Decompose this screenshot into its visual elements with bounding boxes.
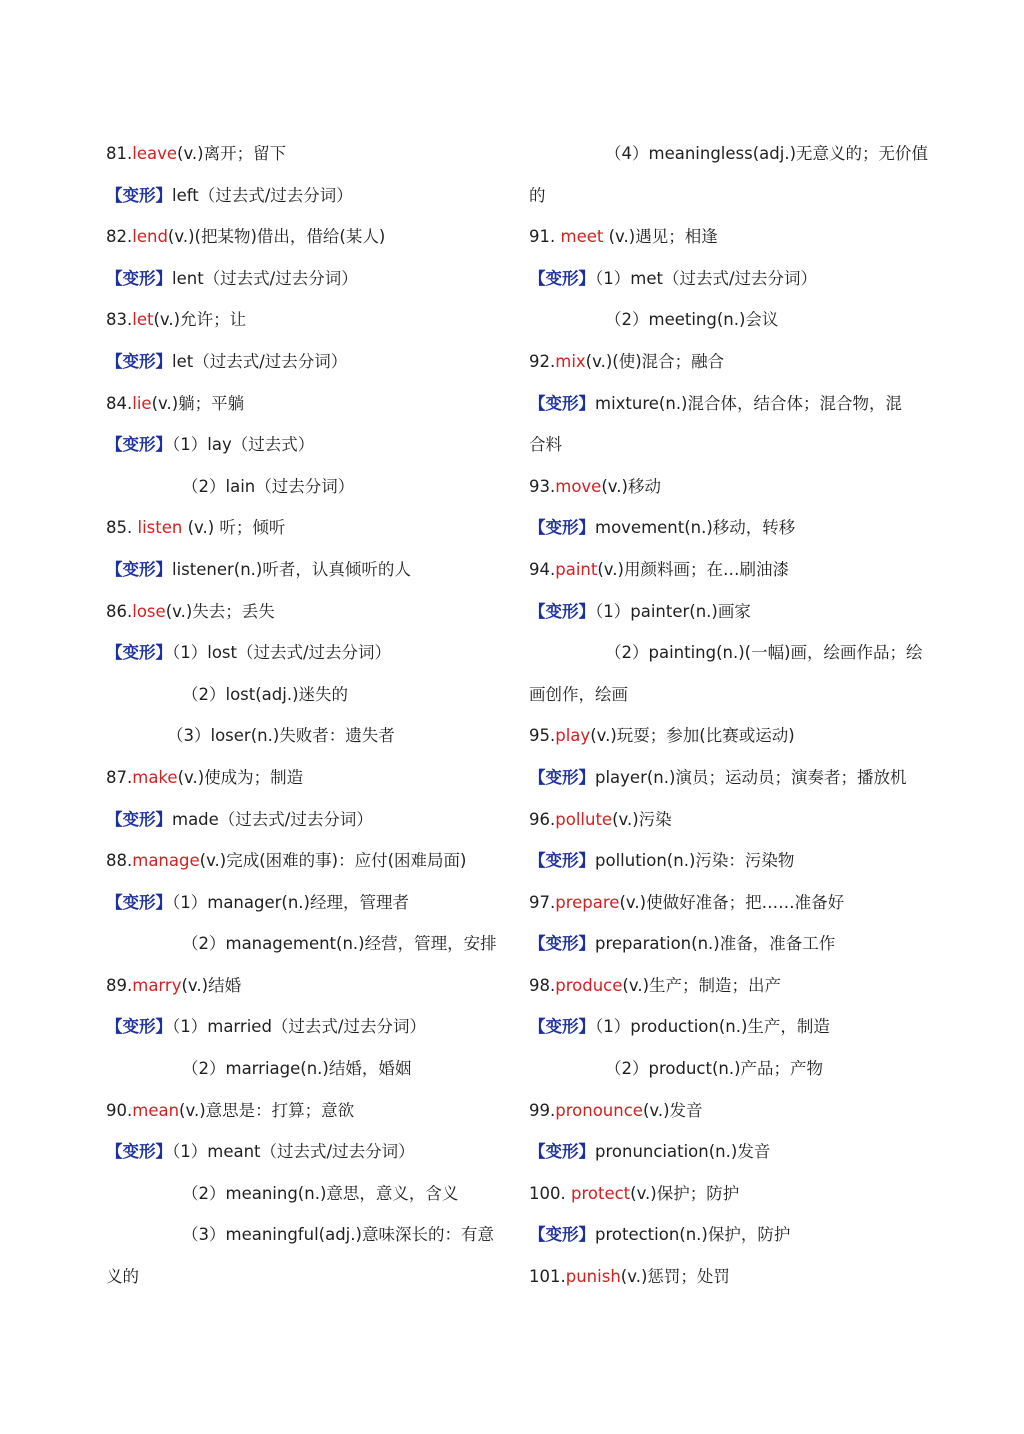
text-line [106,715,506,757]
definition-text: （2）meeting(n.)会议 [605,310,779,330]
definition-text: lent（过去式/过去分词） [172,268,358,288]
definition-text: (v.)移动 [601,476,661,496]
variant-tag: 【变形】 [106,351,172,371]
variant-line [106,424,506,466]
variant-line [106,882,506,924]
headword: lie [132,393,152,413]
text-line [106,1256,506,1298]
definition-text: （2）lost(adj.)迷失的 [182,684,349,704]
variant-line [529,1214,929,1256]
headword: mix [555,351,586,371]
variant-tag: 【变形】 [106,185,172,205]
vocab-entry [106,591,506,633]
variant-tag: 【变形】 [106,1142,172,1162]
headword: prepare [555,892,620,912]
vocab-entry [106,507,506,549]
text-line [106,923,506,965]
entry-number: 93. [529,476,556,496]
definition-text: （2）management(n.)经营，管理，安排 [182,934,497,954]
headword: play [555,726,591,746]
definition-text: （2）product(n.)产品；产物 [605,1059,824,1079]
vocab-entry [529,1173,929,1215]
entry-number: 86. [106,601,133,621]
variant-tag: 【变形】 [529,601,595,621]
entry-number: 97. [529,892,556,912]
definition-text: (v.)生产；制造；出产 [622,975,782,995]
variant-tag: 【变形】 [529,934,595,954]
definition-text: (v.)完成(困难的事)：应付(困难局面) [199,851,467,871]
definition-text: 画创作，绘画 [529,684,628,704]
definition-text: (v.)遇见；相逢 [603,227,718,247]
definition-text: （1）married（过去式/过去分词） [172,1017,426,1037]
variant-line [529,1006,929,1048]
vocab-entry [106,133,506,175]
entry-number: 94. [529,559,556,579]
definition-text: （2）meaning(n.)意思，意义，含义 [182,1183,459,1203]
variant-line [529,923,929,965]
headword: marry [132,975,182,995]
definition-text: pollution(n.)污染：污染物 [595,851,795,871]
variant-line [529,383,929,425]
variant-tag: 【变形】 [529,1017,595,1037]
vocab-entry [529,1090,929,1132]
definition-text: （2）lain（过去分词） [182,476,355,496]
definition-text: listener(n.)听者，认真倾听的人 [172,559,411,579]
definition-text: (v.)失去；丢失 [165,601,275,621]
entry-number: 81. [106,144,133,163]
definition-text: (v.)结婚 [181,975,242,995]
definition-text: (v.)污染 [612,809,672,829]
variant-line [106,1006,506,1048]
vocab-entry [106,1090,506,1132]
variant-tag: 【变形】 [529,1225,595,1245]
text-line [529,175,929,217]
vocab-entry [529,216,929,258]
vocab-entry [106,757,506,799]
definition-text: （3）meaningful(adj.)意味深长的：有意 [182,1225,494,1245]
headword: lose [132,601,166,621]
left-column [106,133,506,1298]
definition-text: left（过去式/过去分词） [172,185,353,205]
variant-line [529,258,929,300]
definition-text: （4）meaningless(adj.)无意义的；无价值 [605,144,929,163]
entry-number: 96. [529,809,556,829]
vocab-entry [106,965,506,1007]
definition-text: （3）loser(n.)失败者：遗失者 [167,726,395,746]
variant-line [106,549,506,591]
definition-text: (v.) 听；倾听 [182,518,286,538]
variant-tag: 【变形】 [529,518,595,538]
variant-tag: 【变形】 [106,892,172,912]
variant-tag: 【变形】 [529,393,595,413]
variant-line [106,632,506,674]
definition-text: (v.)发音 [642,1100,703,1120]
entry-number: 85. [106,518,138,538]
headword: pollute [555,809,613,829]
text-line [529,299,929,341]
text-line [106,1214,506,1256]
variant-tag: 【变形】 [106,643,172,663]
variant-line [529,1131,929,1173]
variant-line [529,840,929,882]
definition-text: 合料 [529,435,562,455]
variant-tag: 【变形】 [106,435,172,455]
variant-line [106,341,506,383]
definition-text: made（过去式/过去分词） [172,809,373,829]
variant-line [106,799,506,841]
headword: mean [132,1100,180,1120]
vocab-entry [529,549,929,591]
variant-line [106,258,506,300]
definition-text: mixture(n.)混合体，结合体；混合物，混 [595,393,902,413]
variant-tag: 【变形】 [529,767,595,787]
variant-line [106,1131,506,1173]
definition-text: （1）painter(n.)画家 [595,601,751,621]
vocab-entry [529,965,929,1007]
variant-tag: 【变形】 [529,851,595,871]
headword: pronounce [555,1100,643,1120]
headword: let [132,310,154,330]
definition-text: (v.)意思是：打算；意欲 [179,1100,355,1120]
text-line [529,424,929,466]
definition-text: （1）met（过去式/过去分词） [595,268,818,288]
text-line [529,632,929,674]
vocab-entry [106,299,506,341]
entry-number: 98. [529,975,556,995]
text-line [106,466,506,508]
entry-number: 84. [106,393,133,413]
entry-number: 91. [529,227,561,247]
headword: move [555,476,602,496]
variant-line [529,591,929,633]
definition-text: (v.)用颜料画；在…刷油漆 [597,559,789,579]
entry-number: 95. [529,726,556,746]
definition-text: （1）meant（过去式/过去分词） [172,1142,415,1162]
vocab-entry [106,840,506,882]
definition-text: (v.)允许；让 [153,310,247,330]
definition-text: 义的 [106,1267,139,1287]
definition-text: （1）lay（过去式） [172,435,315,455]
entry-number: 82. [106,227,133,247]
definition-text: movement(n.)移动，转移 [595,518,796,538]
headword: lend [132,227,168,247]
definition-text: (v.)惩罚；处罚 [620,1267,730,1287]
variant-tag: 【变形】 [529,268,595,288]
variant-tag: 【变形】 [106,559,172,579]
definition-text: （1）production(n.)生产，制造 [595,1017,830,1037]
definition-text: (v.)使成为；制造 [177,767,304,787]
definition-text: (v.)玩耍；参加(比赛或运动) [590,726,795,746]
definition-text: protection(n.)保护，防护 [595,1225,791,1245]
vocab-entry [106,216,506,258]
variant-tag: 【变形】 [106,268,172,288]
headword: punish [565,1267,621,1287]
vocab-entry [106,383,506,425]
definition-text: pronunciation(n.)发音 [595,1142,771,1162]
variant-tag: 【变形】 [106,809,172,829]
text-line [529,133,929,175]
entry-number: 100. [529,1183,571,1203]
headword: produce [555,975,623,995]
definition-text: (v.)(使)混合；融合 [585,351,725,371]
headword: make [132,767,178,787]
entry-number: 99. [529,1100,556,1120]
definition-text: （1）manager(n.)经理，管理者 [172,892,409,912]
right-column [529,133,929,1298]
definition-text: (v.)躺；平躺 [151,393,245,413]
entry-number: 87. [106,767,133,787]
vocab-entry [529,799,929,841]
entry-number: 88. [106,851,133,871]
entry-number: 90. [106,1100,133,1120]
text-line [106,1173,506,1215]
definition-text: (v.)离开；留下 [177,144,287,163]
text-line [106,1048,506,1090]
definition-text: (v.)保护；防护 [630,1183,740,1203]
vocab-entry [529,466,929,508]
headword: paint [555,559,598,579]
definition-text: (v.)使做好准备；把……准备好 [619,892,845,912]
headword: listen [137,518,183,538]
definition-text: let（过去式/过去分词） [172,351,348,371]
text-line [529,674,929,716]
entry-number: 89. [106,975,133,995]
headword: manage [132,851,200,871]
vocab-entry [529,341,929,383]
variant-tag: 【变形】 [529,1142,595,1162]
vocab-entry [529,882,929,924]
entry-number: 101. [529,1267,566,1287]
variant-line [529,507,929,549]
variant-line [106,175,506,217]
definition-text: （2）painting(n.)(一幅)画，绘画作品；绘 [605,643,923,663]
definition-text: (v.)(把某物)借出，借给(某人) [167,227,386,247]
definition-text: 的 [529,185,546,205]
entry-number: 92. [529,351,556,371]
headword: protect [570,1183,631,1203]
variant-line [529,757,929,799]
headword: meet [560,227,604,247]
vocab-entry [529,715,929,757]
variant-tag: 【变形】 [106,1017,172,1037]
entry-number: 83. [106,310,133,330]
definition-text: preparation(n.)准备，准备工作 [595,934,836,954]
text-line [106,674,506,716]
vocab-entry [529,1256,929,1298]
headword: leave [132,144,178,163]
text-line [529,1048,929,1090]
definition-text: （1）lost（过去式/过去分词） [172,643,392,663]
definition-text: player(n.)演员；运动员；演奏者；播放机 [595,767,907,787]
definition-text: （2）marriage(n.)结婚，婚姻 [182,1059,412,1079]
